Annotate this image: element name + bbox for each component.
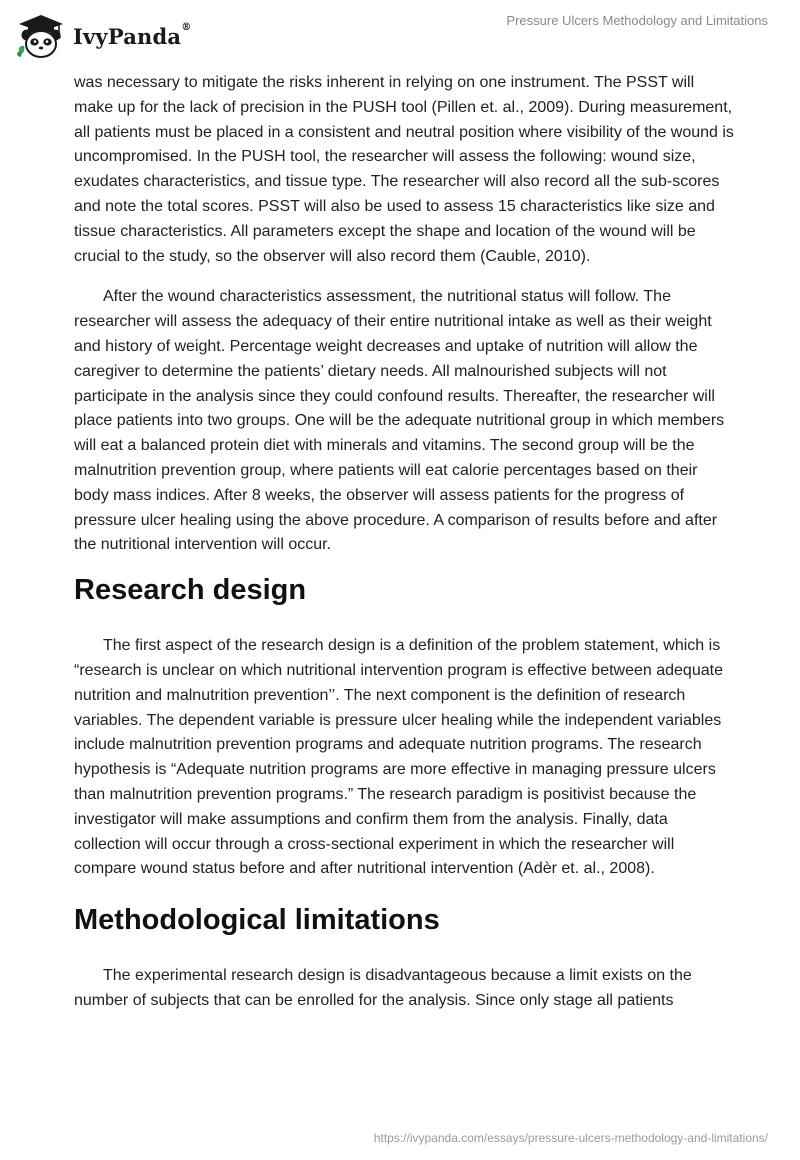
document-title: Pressure Ulcers Methodology and Limitations — [506, 13, 768, 28]
section-heading-methodological-limitations: Methodological limitations — [74, 904, 440, 937]
paragraph: The experimental research design is disadvantageous because a limit exists on the number of subjects that can be enrolled for the analysis. Since only stage all patients — [74, 967, 692, 1009]
section-heading-research-design: Research design — [74, 574, 307, 607]
paragraph: After the wound characteristics assessment, the nutritional status will follow. The researcher will assess the adequacy of their entire nutritional intake as well as their weight and history of weight. Percentage weight decreases and uptake of nutrition will allow the caregiver to determine the patients’ dietary needs. All malnourished subjects will not participate in the analysis since they could confound results. Thereafter, the researcher will place patients into two groups. One will be the adequate nutritional group in which members will eat a balanced protein diet with minerals and vitamins. The second group will be the malnutrition prevention group, where patients will eat calorie percentages based on their body mass indices. After 8 weeks, the observer will assess patients for the progress of pressure ulcer healing using the above procedure. A comparison of results before and after the nutritional intervention will occur. — [74, 288, 725, 554]
paragraph: The first aspect of the research design is a definition of the problem statement, which is “research is unclear on which nutritional intervention program is effective between adequate nutrition and malnutrition prevention’’. The next component is the definition of research variables. The dependent variable is pressure ulcer healing while the independent variables include malnutrition prevention programs and adequate nutrition programs. The research hypothesis is “Adequate nutrition programs are more effective in managing pressure ulcers than malnutrition prevention programs.” The research paradigm is positivist because the investigator will make assumptions and confirm them from the analysis. Finally, data collection will occur through a cross-sectional experiment in which the researcher will compare wound status before and after nutritional intervention (Adèr et. al., 2008). — [74, 637, 723, 878]
brand-name: IvyPanda® — [73, 21, 192, 49]
panda-graduate-icon — [15, 10, 67, 62]
page-header — [0, 0, 800, 70]
paragraph: was necessary to mitigate the risks inherent in relying on one instrument. The PSST will make up for the lack of precision in the PUSH tool (Pillen et. al., 2009). During measurement, all patients must be placed in a consistent and neutral position where visibility of the wound is uncompromised. In the PUSH tool, the researcher will assess the following: wound size, exudates characteristics, and tissue type. The researcher will also record all the sub-scores and note the total scores. PSST will also be used to assess 15 characteristics like size and tissue characteristics. All parameters except the shape and location of the wound will be crucial to the study, so the observer will also record them (Cauble, 2010). — [74, 74, 734, 265]
essay-body — [74, 70, 734, 1014]
ivypanda-logo[interactable] — [15, 10, 191, 62]
source-url-link[interactable]: https://ivypanda.com/essays/pressure-ulcers-methodology-and-limitations/ — [373, 1131, 768, 1145]
